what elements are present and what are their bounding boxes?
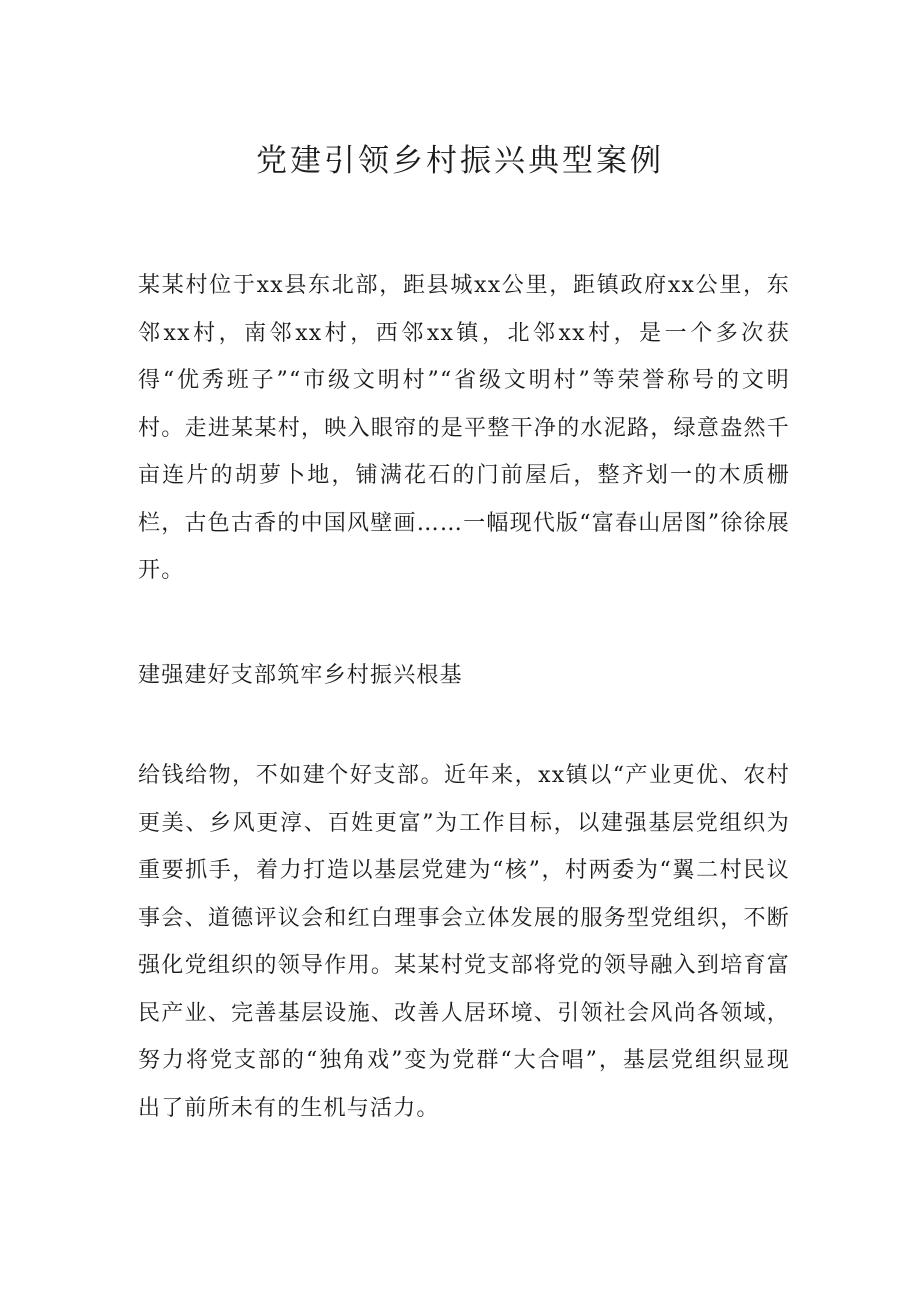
section-paragraph: 给钱给物，不如建个好支部。近年来，xx镇以“产业更优、农村更美、乡风更淳、百姓更富”为工作目标，以建强基层党组织为重要抓手，着力打造以基层党建为“核”，村两委为“翼二村民议事会、道德评议会和红白理事会立体发展的服务型党组织，不断强化党组织的领导作用。某某村党支部将党的领导融入到培育富民产业、完善基层设施、改善人居环境、引领社会风尚各领域，努力将党支部的“独角戏”变为党群“大合唱”，基层党组织显现出了前所未有的生机与活力。 — [138, 763, 790, 1121]
intro-paragraph: 某某村位于xx县东北部，距县城xx公里，距镇政府xx公里，东邻xx村，南邻xx村，西邻xx镇，北邻xx村，是一个多次获得“优秀班子”“市级文明村”“省级文明村”等荣誉称号的文明村。走进某某村，映入眼帘的是平整干净的水泥路，绿意盎然千亩连片的胡萝卜地，铺满花石的门前屋后，整齐划一的木质栅栏，古色古香的中国风壁画……一幅现代版“富春山居图”徐徐展开。 — [138, 273, 790, 583]
section-heading: 建强建好支部筑牢乡村振兴根基 — [138, 663, 463, 688]
document-title: 党建引领乡村振兴典型案例 — [256, 143, 664, 179]
